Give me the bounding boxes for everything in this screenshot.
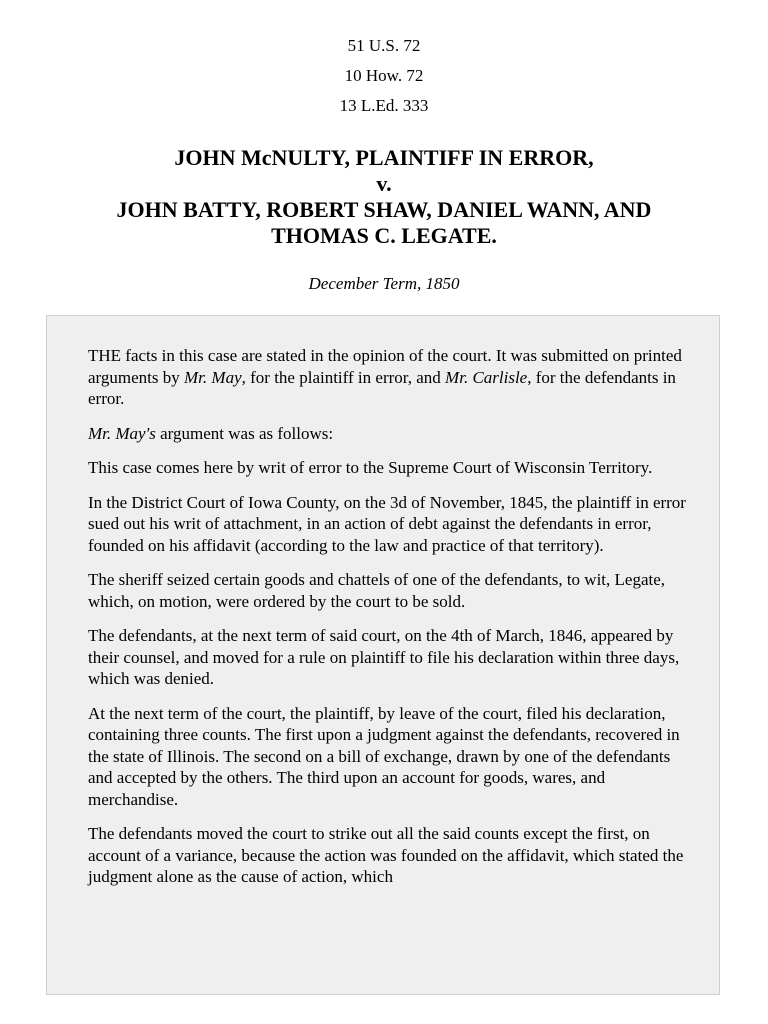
paragraph: At the next term of the court, the plaintiff, by leave of the court, filed his declaration, containing three counts. The first upon a judgment against the defendants, recovered in the state of Illinois. The second on a bill of exchange, drawn by one of the defendants and accepted by the others. The third upon an account for goods, wares, and merchandise. [88, 703, 680, 809]
paragraph [88, 423, 688, 445]
case-title-versus: v. [376, 171, 392, 196]
citation-led: 13 L.Ed. 333 [339, 96, 429, 115]
case-title-plaintiff: JOHN McNULTY, PLAINTIFF IN ERROR, [174, 145, 594, 170]
text-run: THE facts in this case are stated in the opinion of the court. It was submitted on printed arguments by [88, 346, 682, 387]
citation-block [0, 35, 768, 125]
citation-us: 51 U.S. 72 [347, 36, 421, 55]
text-run: , for the plaintiff in error, and [241, 367, 446, 387]
paragraph: The defendants moved the court to strike out all the said counts except the first, on account of a variance, because the action was founded on the affidavit, which stated the judgment alone as the cause of action, which [88, 824, 684, 886]
case-title-defendants-cont: THOMAS C. LEGATE. [271, 223, 497, 248]
paragraph: In the District Court of Iowa County, on the 3d of November, 1845, the plaintiff in error sued out his writ of attachment, in an action of debt against the defendants in error, founded on his affidavit (according to the law and practice of that territory). [88, 492, 686, 555]
case-title-defendants: JOHN BATTY, ROBERT SHAW, DANIEL WANN, AND [116, 197, 652, 222]
term-date: December Term, 1850 [308, 274, 460, 293]
counsel-name: Mr. Carlisle [445, 367, 528, 387]
citation-how: 10 How. 72 [344, 66, 424, 85]
case-title [0, 145, 768, 249]
opinion-text [88, 345, 688, 901]
counsel-name: Mr. May [184, 367, 242, 387]
opinion-panel[interactable] [46, 315, 720, 995]
paragraph: This case comes here by writ of error to the Supreme Court of Wisconsin Territory. [88, 458, 653, 477]
paragraph: The defendants, at the next term of said court, on the 4th of March, 1846, appeared by their counsel, and moved for a rule on plaintiff to file his declaration within three days, which was denied. [88, 626, 680, 688]
text-run: , for the defendants in error. [88, 367, 676, 408]
text-run: argument was as follows: [155, 423, 334, 443]
counsel-name: Mr. May's [88, 423, 156, 443]
paragraph [88, 345, 688, 410]
paragraph: The sheriff seized certain goods and chattels of one of the defendants, to wit, Legate, which, on motion, were ordered by the court to be sold. [88, 570, 666, 611]
